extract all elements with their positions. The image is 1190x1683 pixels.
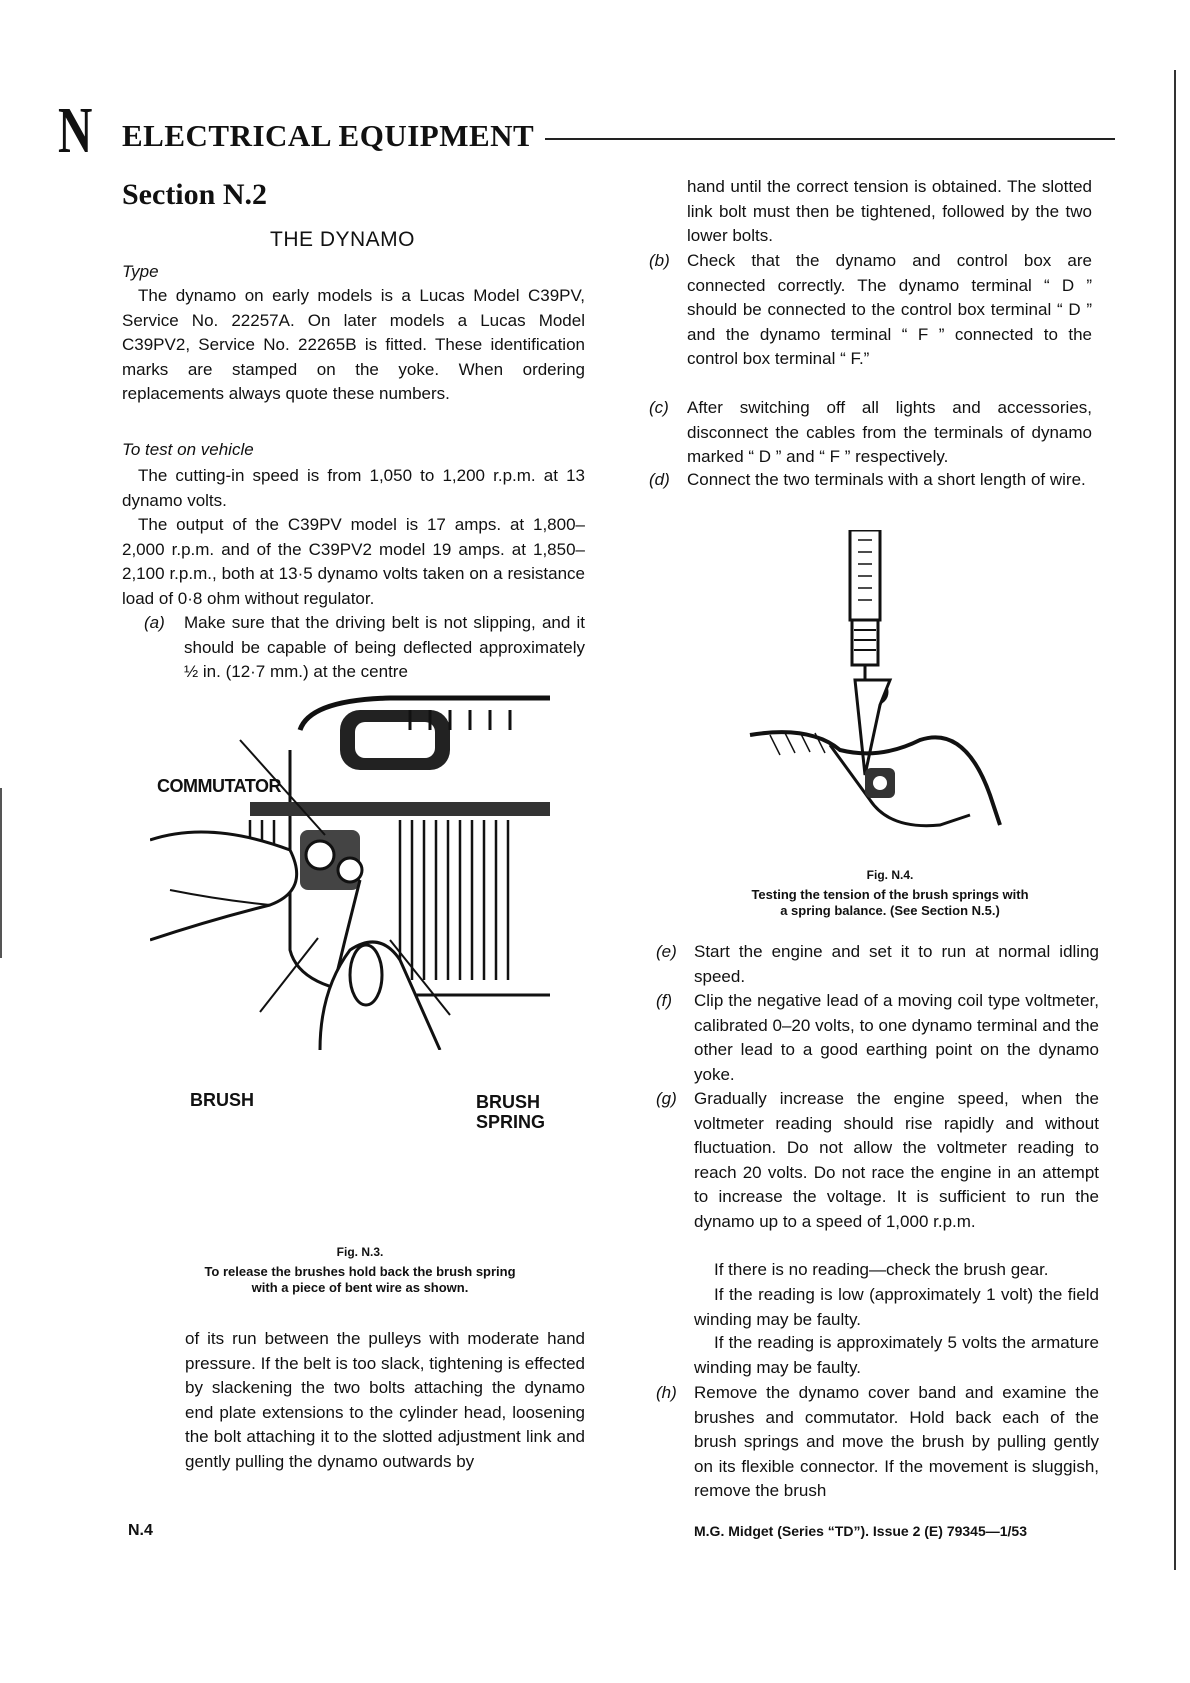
figure-n4-illustration	[730, 530, 1010, 855]
figure-n3-number: Fig. N.3.	[336, 1245, 384, 1259]
type-paragraph: The dynamo on early models is a Lucas Model C39PV, Service No. 22257A. On later models a Lucas Model C39PV2, Service No. 22265B is fitted. These identification marks are stamped on the yoke. When ordering replacements always quote these numbers.	[122, 286, 585, 403]
test-heading: To test on vehicle	[122, 440, 254, 459]
publication-info: M.G. Midget (Series “TD”). Issue 2 (E) 79345—1/53	[694, 1523, 1027, 1539]
item-a-label: (a)	[144, 613, 165, 632]
chapter-letter: N	[58, 94, 93, 167]
g-paragraph-3: If the reading is approximately 5 volts the armature winding may be faulty.	[694, 1333, 1099, 1377]
test-paragraph-2: The output of the C39PV model is 17 amps. at 1,800–2,000 r.p.m. and of the C39PV2 model 19 amps. at 1,850–2,100 r.p.m., both at 13·5 dynamo volts taken on a resistance load of 0·8 ohm without regulator.	[122, 515, 585, 608]
item-d-label: (d)	[649, 470, 670, 489]
item-b-text: Check that the dynamo and control box are connected correctly. The dynamo terminal “ D ” should be connected to the control box terminal “ D ” and the dynamo terminal “ F ” connected to the control box terminal “ F.”	[687, 251, 1092, 368]
item-c-label: (c)	[649, 398, 669, 417]
item-g-text: Gradually increase the engine speed, when the voltmeter reading should rise rapidly and without fluctuation. Do not allow the voltmeter reading to reach 20 volts. Do not race the engine in an attempt to increase the voltage. It is sufficient to run the dynamo up to a speed of 1,000 r.p.m.	[694, 1089, 1099, 1231]
page-right-border	[1174, 70, 1176, 1570]
header-rule	[545, 138, 1115, 140]
page-left-mark	[0, 788, 2, 958]
right-continuation-paragraph: hand until the correct tension is obtained. The slotted link bolt must then be tightened, followed by the two lower bolts.	[687, 177, 1092, 245]
figure-n3-caption	[160, 1244, 560, 1296]
figure-n4-caption-line-2: a spring balance. (See Section N.5.)	[780, 903, 1000, 918]
item-g	[656, 1087, 1099, 1234]
figure-n4-number: Fig. N.4.	[866, 868, 914, 882]
item-h-text: Remove the dynamo cover band and examine the brushes and commutator. Hold back each of the brush springs and move the brush by pulling gently on its flexible connector. If the movement is sluggish, remove the brush	[694, 1383, 1099, 1500]
item-d-text: Connect the two terminals with a short length of wire.	[687, 470, 1086, 489]
item-f	[656, 989, 1099, 1087]
figure-n4-caption-line-1: Testing the tension of the brush springs with	[751, 887, 1029, 902]
test-paragraph-1: The cutting-in speed is from 1,050 to 1,200 r.p.m. at 13 dynamo volts.	[122, 466, 585, 510]
item-d	[649, 468, 1092, 493]
item-f-text: Clip the negative lead of a moving coil type voltmeter, calibrated 0–20 volts, to one dynamo terminal and the other lead to a good earthing point on the dynamo yoke.	[694, 991, 1099, 1084]
page-number: N.4	[128, 1522, 153, 1539]
figure-n3-caption-line-2: with a piece of bent wire as shown.	[251, 1280, 469, 1295]
figure-n3-illustration	[150, 690, 570, 1050]
item-e-label: (e)	[656, 942, 677, 961]
item-h-label: (h)	[656, 1383, 677, 1402]
g-paragraph-2: If the reading is low (approximately 1 volt) the field winding may be faulty.	[694, 1285, 1099, 1329]
label-commutator: COMMUTATOR	[157, 776, 281, 796]
item-e	[656, 940, 1099, 989]
label-brush-spring-1: BRUSH	[476, 1092, 541, 1112]
section-subtitle: THE DYNAMO	[270, 228, 416, 251]
label-brush: BRUSH	[190, 1090, 255, 1110]
item-b-label: (b)	[649, 251, 670, 270]
label-brush-spring-2: SPRING	[476, 1112, 546, 1132]
item-h	[656, 1381, 1099, 1504]
item-a-text: Make sure that the driving belt is not slipping, and it should be capable of being deflected approximately ½ in. (12·7 mm.) at the centre	[184, 613, 585, 681]
g-paragraph-1: If there is no reading—check the brush gear.	[714, 1260, 1049, 1279]
belt-continuation-paragraph: of its run between the pulleys with moderate hand pressure. If the belt is too slack, tightening is effected by slackening the two bolts attaching the dynamo end plate extensions to the cylinder head, loosening the bolt attaching it to the slotted adjustment link and gently pulling the dynamo outwards by	[185, 1329, 585, 1471]
item-f-label: (f)	[656, 991, 673, 1010]
figure-n4-caption	[680, 867, 1100, 919]
section-title: Section N.2	[122, 178, 267, 211]
item-c-text: After switching off all lights and accessories, disconnect the cables from the terminals of dynamo marked “ D ” and “ F ” respectively.	[687, 398, 1092, 466]
figure-n3-caption-line-1: To release the brushes hold back the brush spring	[204, 1264, 516, 1279]
item-a	[144, 611, 585, 685]
item-b	[649, 249, 1092, 372]
type-heading: Type	[122, 262, 159, 281]
item-e-text: Start the engine and set it to run at normal idling speed.	[694, 942, 1099, 986]
chapter-title: ELECTRICAL EQUIPMENT	[122, 118, 535, 153]
item-g-label: (g)	[656, 1089, 677, 1108]
item-c	[649, 396, 1092, 470]
